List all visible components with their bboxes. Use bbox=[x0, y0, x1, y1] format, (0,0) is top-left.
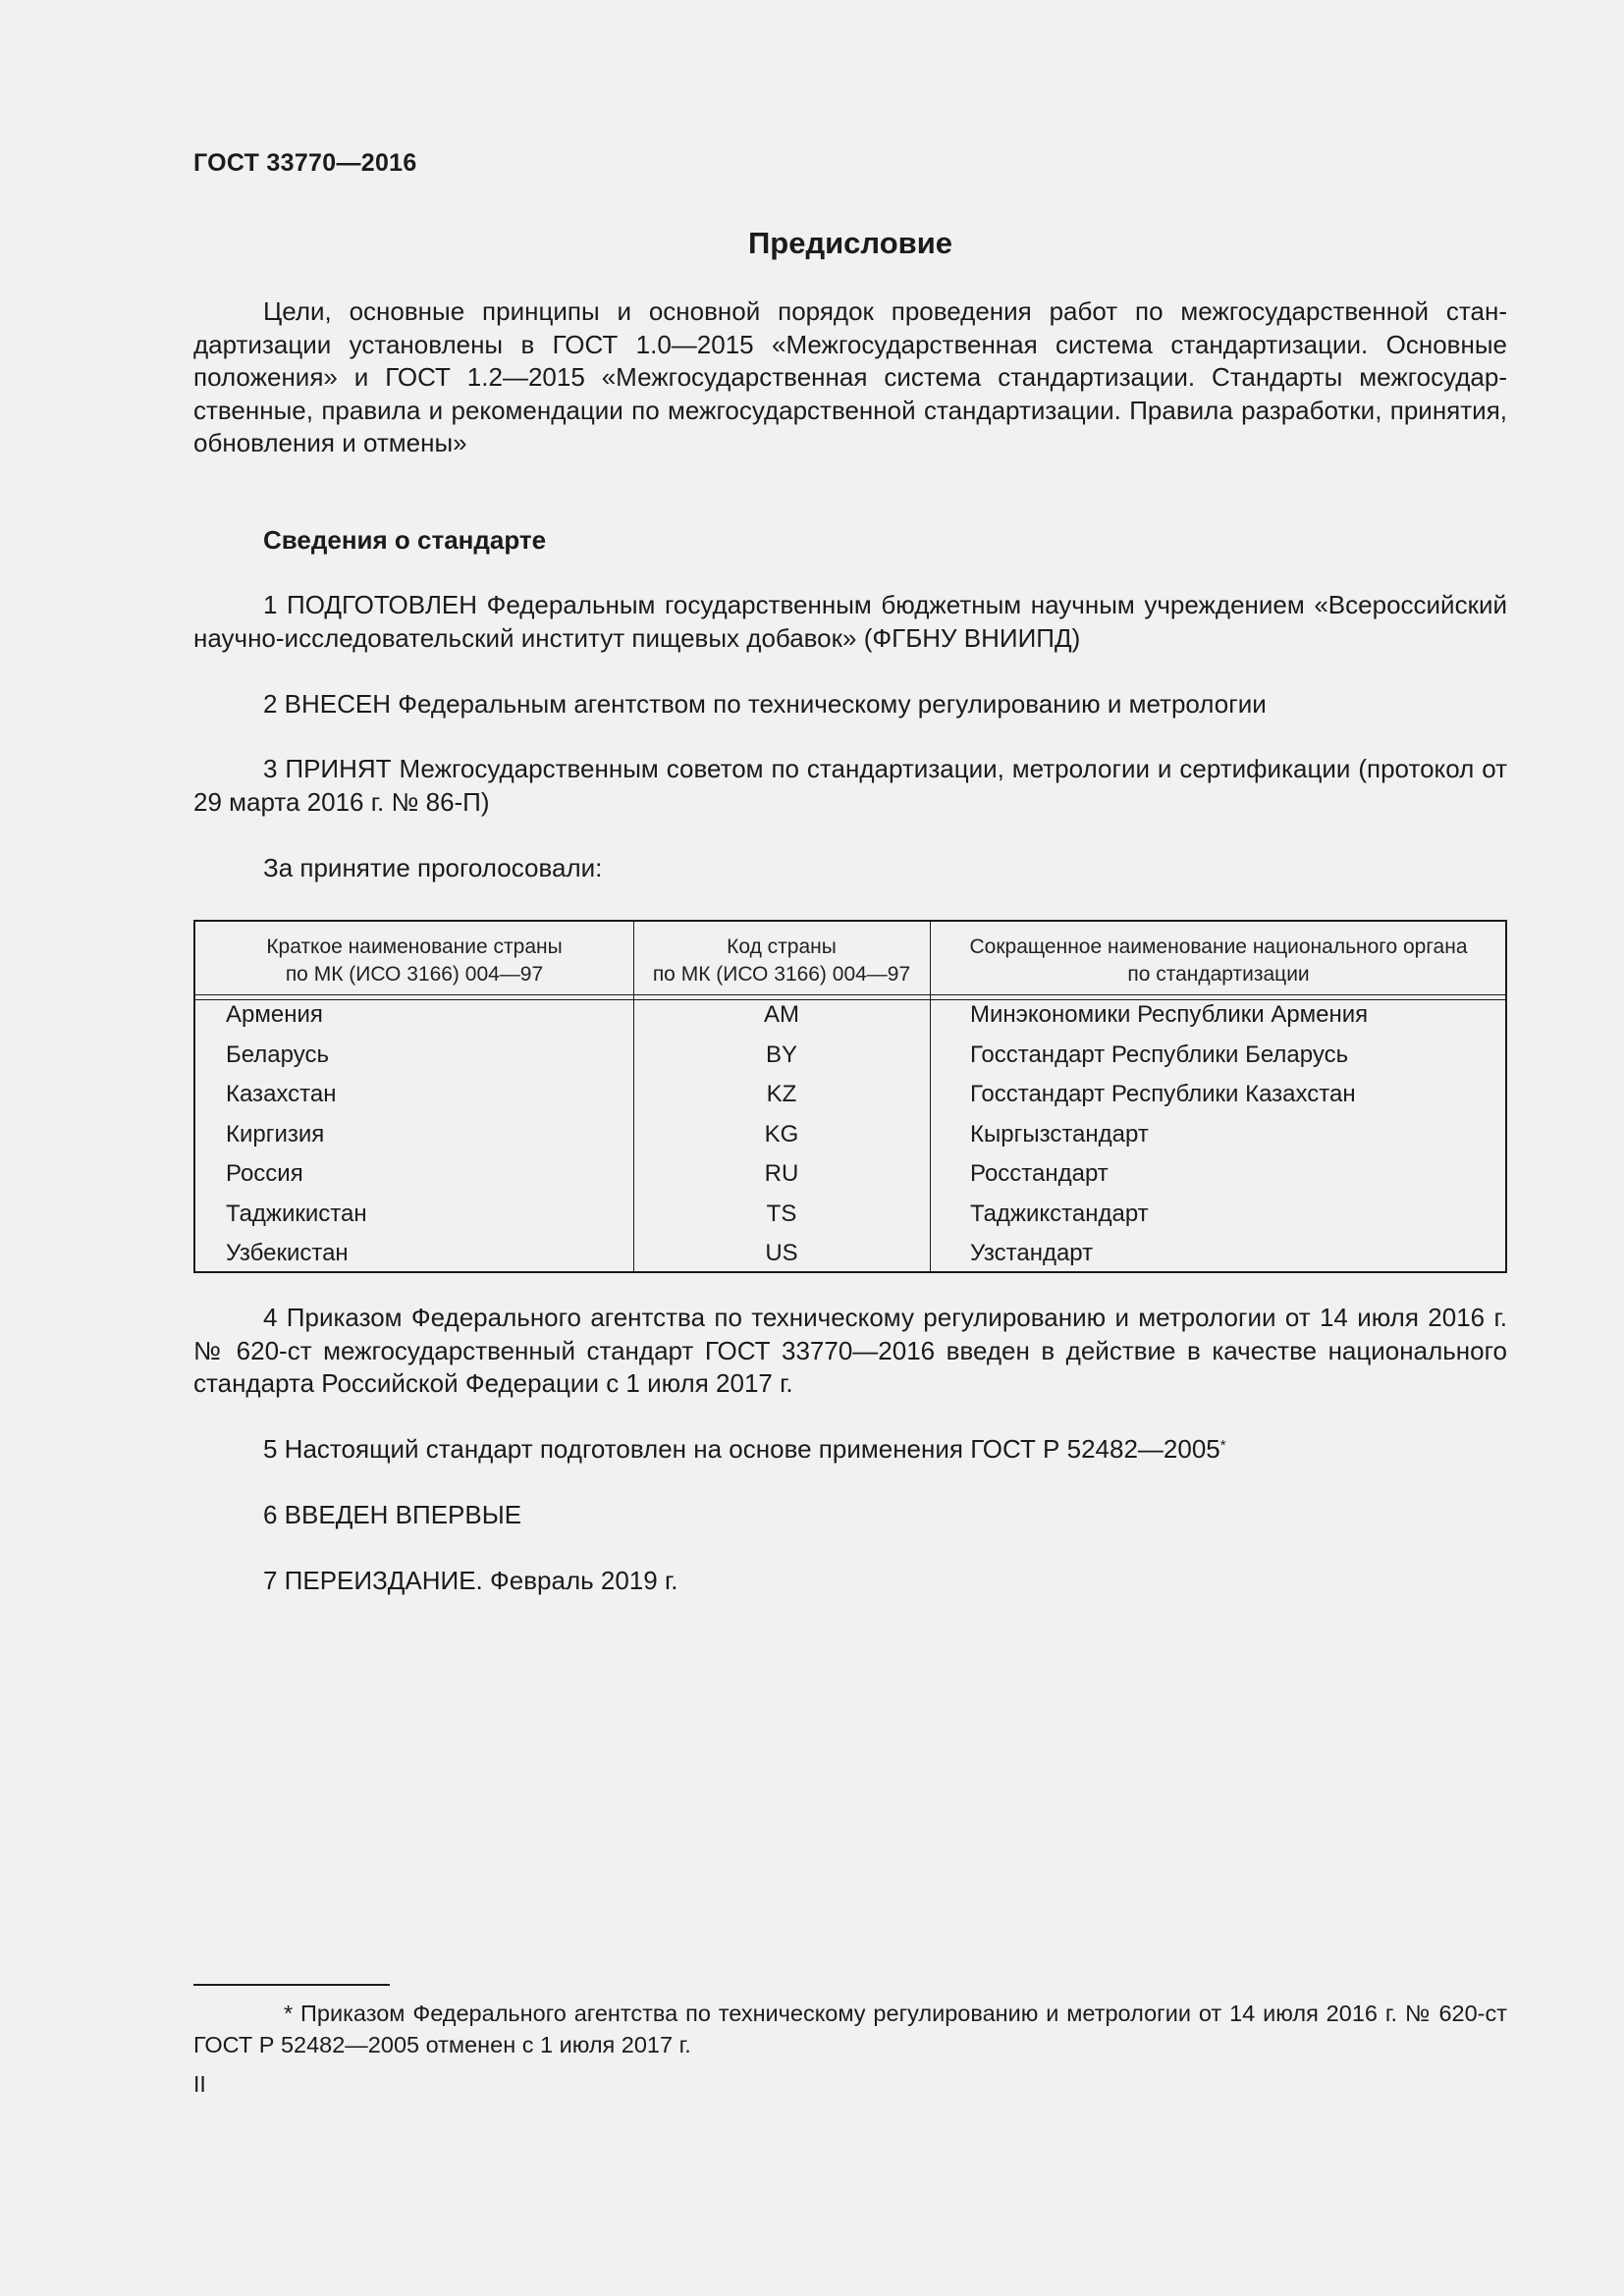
table-row bbox=[195, 1120, 1505, 1160]
page-title: Предисловие bbox=[747, 226, 952, 260]
cell-code: AM bbox=[764, 1001, 799, 1028]
header-code-line2: по МК (ИСО 3166) 004—97 bbox=[652, 963, 911, 986]
cell-body: Минэкономики Республики Армения bbox=[970, 1001, 1369, 1028]
item-1: 1 ПОДГОТОВЛЕН Федеральным государственным бюджетным научным учреждением «Всероссийский научно-исследовательский институт пищевых добавок» (ФГБНУ ВНИИПД) bbox=[193, 590, 1507, 653]
item-4: 4 Приказом Федерального агентства по техническому регулированию и метрологии от 14 июля 2016 г. № 620-ст межгосударственный стандарт ГОСТ 33770—2016 введен в действие в качестве национального стандарта Российской Федерации с 1 июля 2017 г. bbox=[193, 1303, 1507, 1398]
cell-country: Киргизия bbox=[226, 1120, 325, 1148]
intro-paragraph: Цели, основные принципы и основной порядок проведения работ по межгосударственной стандартизации установлены в ГОСТ 1.0—2015 «Межгосударственная система стандартизации. Основные положения» и ГОСТ 1.2—2015 «Межгосударственная система стандартизации. Стандарты межгосударственные, правила и рекомендации по межгосударственной стандартизации. Правила разработки, принятия, обновления и отмены» bbox=[193, 296, 1507, 457]
header-code bbox=[633, 934, 930, 988]
cell-code: US bbox=[765, 1240, 798, 1266]
header-country bbox=[195, 934, 633, 988]
cell-country: Армения bbox=[226, 1001, 323, 1028]
table-row bbox=[195, 1239, 1505, 1279]
cell-code: RU bbox=[764, 1160, 799, 1187]
header-country-line1: Краткое наименование страны bbox=[266, 935, 563, 958]
header-body bbox=[930, 934, 1507, 988]
cell-country: Беларусь bbox=[226, 1041, 329, 1068]
item-5 bbox=[193, 1433, 1507, 1467]
header-code-line1: Код страны bbox=[727, 935, 837, 958]
voted-label: За принятие проголосовали: bbox=[263, 853, 603, 882]
item-6: 6 ВВЕДЕН ВПЕРВЫЕ bbox=[263, 1500, 522, 1529]
cell-code: KG bbox=[764, 1120, 799, 1148]
header-body-line1: Сокращенное наименование национального органа bbox=[969, 935, 1468, 958]
cell-body: Госстандарт Республики Беларусь bbox=[970, 1041, 1349, 1068]
cell-country: Таджикистан bbox=[226, 1200, 367, 1227]
cell-body: Росстандарт bbox=[970, 1160, 1109, 1187]
cell-body: Кыргызстандарт bbox=[970, 1120, 1149, 1148]
footnote: * Приказом Федерального агентства по техническому регулированию и метрологии от 14 июля 2016 г. № 620-ст ГОСТ Р 52482—2005 отменен с 1 июля 2017 г. bbox=[193, 2001, 1507, 2057]
header-country-line2: по МК (ИСО 3166) 004—97 bbox=[285, 963, 544, 986]
cell-code: KZ bbox=[766, 1081, 797, 1107]
table-row bbox=[195, 1159, 1505, 1200]
header-body-line2: по стандартизации bbox=[1127, 963, 1310, 986]
info-heading: Сведения о стандарте bbox=[263, 525, 547, 555]
item-7: 7 ПЕРЕИЗДАНИЕ. Февраль 2019 г. bbox=[263, 1566, 678, 1595]
item-3: 3 ПРИНЯТ Межгосударственным советом по стандартизации, метрологии и сертификации (протокол от 29 марта 2016 г. № 86-П) bbox=[193, 754, 1507, 817]
item-2: 2 ВНЕСЕН Федеральным агентством по техническому регулированию и метрологии bbox=[263, 689, 1267, 719]
page-number: II bbox=[193, 2071, 206, 2097]
cell-body: Узстандарт bbox=[970, 1240, 1094, 1266]
item-5-text: 5 Настоящий стандарт подготовлен на основе применения ГОСТ Р 52482—2005 bbox=[263, 1434, 1220, 1464]
table-row bbox=[195, 1000, 1505, 1041]
table-row bbox=[195, 1041, 1505, 1081]
table-row bbox=[195, 1080, 1505, 1120]
cell-body: Таджикстандарт bbox=[970, 1200, 1149, 1227]
footnote-divider bbox=[193, 1984, 390, 1986]
cell-code: TS bbox=[766, 1200, 797, 1227]
footnote-marker: * bbox=[1219, 1437, 1226, 1454]
table-row bbox=[195, 1200, 1505, 1240]
cell-country: Узбекистан bbox=[226, 1240, 349, 1266]
header-divider bbox=[195, 994, 1505, 995]
cell-code: BY bbox=[765, 1041, 797, 1068]
member-countries-table bbox=[193, 920, 1507, 1273]
cell-country: Казахстан bbox=[226, 1081, 337, 1107]
document-id: ГОСТ 33770—2016 bbox=[193, 149, 417, 177]
cell-country: Россия bbox=[226, 1160, 303, 1187]
cell-body: Госстандарт Республики Казахстан bbox=[970, 1081, 1356, 1107]
